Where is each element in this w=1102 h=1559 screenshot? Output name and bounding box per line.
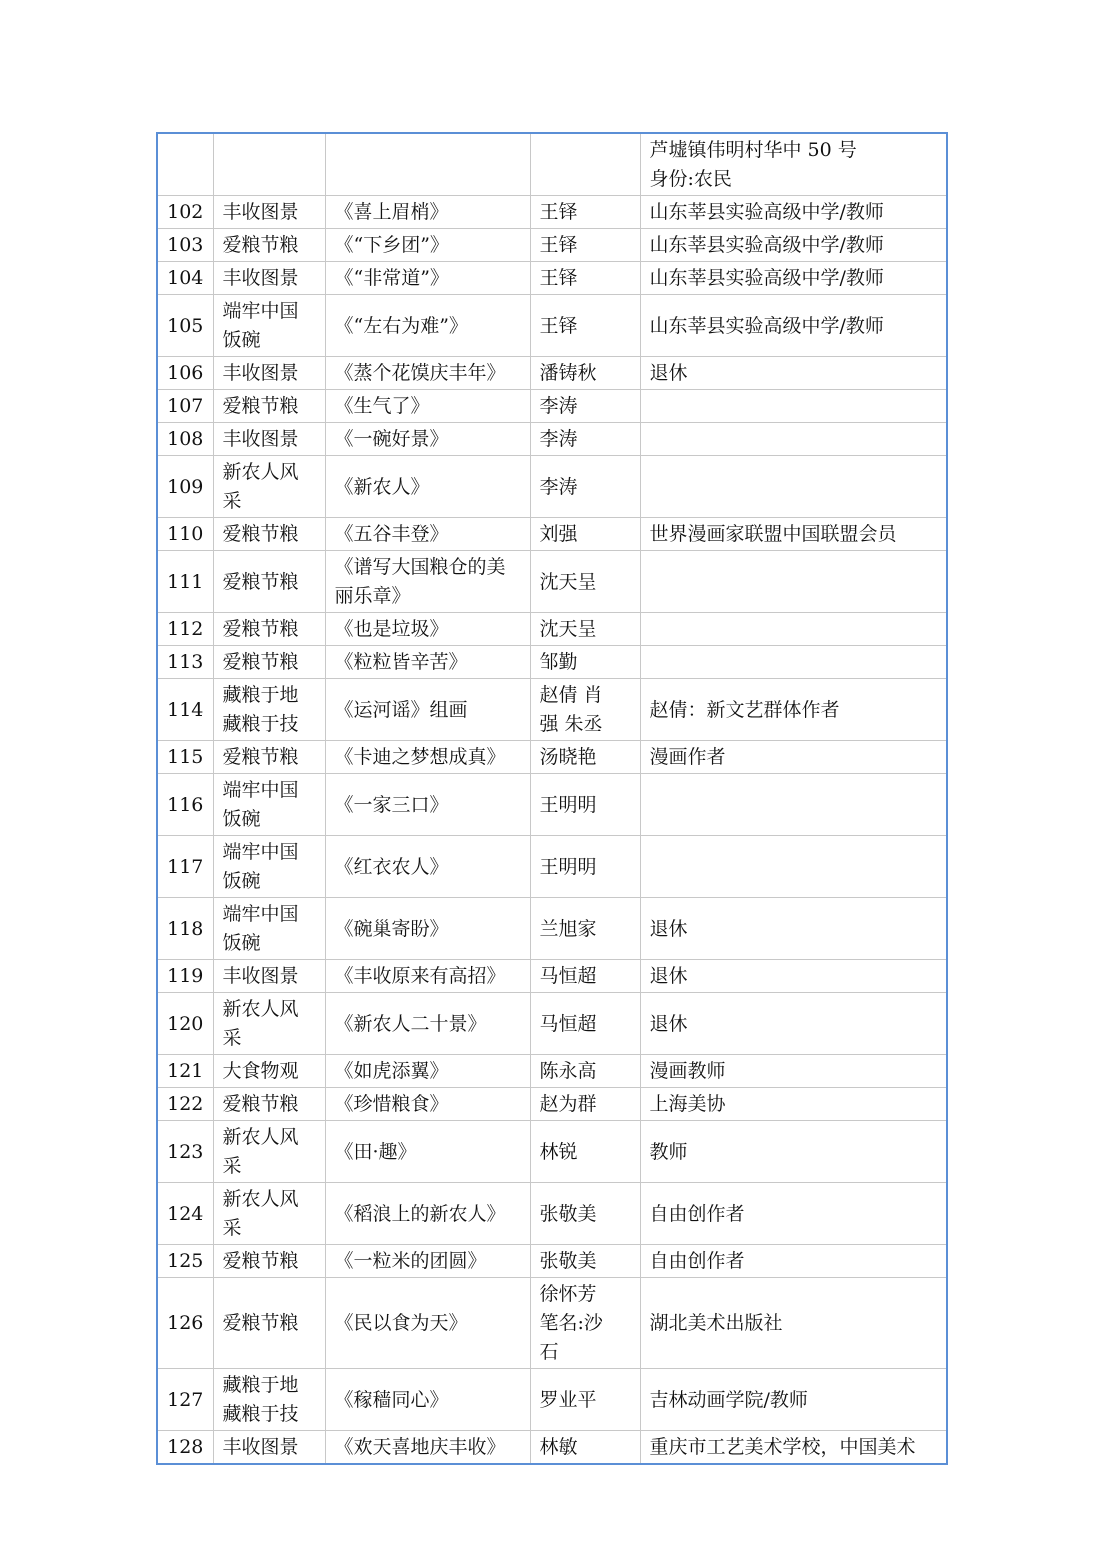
entry-author: 张敬美 [530, 1183, 640, 1245]
entry-title: 《民以食为天》 [325, 1278, 530, 1369]
entry-category: 爱粮节粮 [213, 390, 325, 423]
entry-category: 爱粮节粮 [213, 613, 325, 646]
entry-title: 《新农人》 [325, 456, 530, 518]
entry-author: 李涛 [530, 456, 640, 518]
entry-category: 藏粮于地 藏粮于技 [213, 1369, 325, 1431]
entry-author: 张敬美 [530, 1245, 640, 1278]
entry-category [213, 133, 325, 196]
entry-number: 113 [157, 646, 213, 679]
entry-author: 沈天呈 [530, 551, 640, 613]
entry-note [640, 423, 947, 456]
entry-note: 赵倩：新文艺群体作者 [640, 679, 947, 741]
entry-title: 《喜上眉梢》 [325, 196, 530, 229]
entry-note: 退休 [640, 993, 947, 1055]
table-row [157, 679, 947, 741]
entry-author: 王铎 [530, 295, 640, 357]
entry-title: 《谱写大国粮仓的美 丽乐章》 [325, 551, 530, 613]
entry-category: 丰收图景 [213, 262, 325, 295]
entry-number: 121 [157, 1055, 213, 1088]
entry-author: 赵为群 [530, 1088, 640, 1121]
entry-author: 邹勤 [530, 646, 640, 679]
entry-note: 山东莘县实验高级中学/教师 [640, 196, 947, 229]
entry-category: 新农人风 采 [213, 1183, 325, 1245]
entry-category: 端牢中国 饭碗 [213, 295, 325, 357]
table-row [157, 960, 947, 993]
table-row [157, 1055, 947, 1088]
entry-category: 爱粮节粮 [213, 1278, 325, 1369]
table-row [157, 196, 947, 229]
entry-number: 124 [157, 1183, 213, 1245]
entry-title: 《运河谣》组画 [325, 679, 530, 741]
entry-number: 102 [157, 196, 213, 229]
entry-author: 兰旭家 [530, 898, 640, 960]
entry-category: 丰收图景 [213, 1431, 325, 1465]
entry-category: 端牢中国 饭碗 [213, 774, 325, 836]
entry-author: 陈永高 [530, 1055, 640, 1088]
table-row [157, 229, 947, 262]
entries-table-grid [156, 132, 948, 1465]
entry-author: 潘铸秋 [530, 357, 640, 390]
entry-number: 112 [157, 613, 213, 646]
entry-author: 王铎 [530, 229, 640, 262]
entry-note [640, 774, 947, 836]
entry-title: 《珍惜粮食》 [325, 1088, 530, 1121]
entry-note: 自由创作者 [640, 1245, 947, 1278]
table-row [157, 741, 947, 774]
entry-note: 湖北美术出版社 [640, 1278, 947, 1369]
entry-note: 上海美协 [640, 1088, 947, 1121]
entry-note [640, 613, 947, 646]
entry-note: 教师 [640, 1121, 947, 1183]
entry-number: 126 [157, 1278, 213, 1369]
entry-category: 丰收图景 [213, 357, 325, 390]
entry-category: 爱粮节粮 [213, 1088, 325, 1121]
entry-title: 《生气了》 [325, 390, 530, 423]
entry-number: 122 [157, 1088, 213, 1121]
entry-number: 117 [157, 836, 213, 898]
entry-category: 大食物观 [213, 1055, 325, 1088]
entry-title: 《稻浪上的新农人》 [325, 1183, 530, 1245]
entries-table [156, 132, 946, 1465]
table-row [157, 295, 947, 357]
table-row [157, 774, 947, 836]
entry-author: 汤晓艳 [530, 741, 640, 774]
entry-title: 《新农人二十景》 [325, 993, 530, 1055]
entry-title: 《“左右为难”》 [325, 295, 530, 357]
entry-note: 自由创作者 [640, 1183, 947, 1245]
entry-number: 107 [157, 390, 213, 423]
entry-author: 王明明 [530, 774, 640, 836]
entry-title: 《也是垃圾》 [325, 613, 530, 646]
entry-number [157, 133, 213, 196]
entry-number: 128 [157, 1431, 213, 1465]
entry-category: 端牢中国 饭碗 [213, 836, 325, 898]
table-row [157, 1369, 947, 1431]
entry-author: 王铎 [530, 196, 640, 229]
entry-note: 芦墟镇伟明村华中 50 号 身份:农民 [640, 133, 947, 196]
entry-title: 《欢天喜地庆丰收》 [325, 1431, 530, 1465]
entry-number: 110 [157, 518, 213, 551]
entry-number: 114 [157, 679, 213, 741]
table-row [157, 357, 947, 390]
table-row [157, 1183, 947, 1245]
table-row [157, 262, 947, 295]
entry-category: 藏粮于地 藏粮于技 [213, 679, 325, 741]
entry-note [640, 551, 947, 613]
entry-note: 重庆市工艺美术学校，中国美术 [640, 1431, 947, 1465]
entry-number: 109 [157, 456, 213, 518]
entry-author: 马恒超 [530, 960, 640, 993]
entry-note [640, 456, 947, 518]
table-row [157, 1245, 947, 1278]
entry-author: 赵倩 肖 强 朱丞 [530, 679, 640, 741]
entry-number: 108 [157, 423, 213, 456]
entry-note: 退休 [640, 357, 947, 390]
entry-number: 125 [157, 1245, 213, 1278]
table-row [157, 1121, 947, 1183]
entry-title: 《一碗好景》 [325, 423, 530, 456]
entry-note: 吉林动画学院/教师 [640, 1369, 947, 1431]
table-row [157, 133, 947, 196]
entry-author: 沈天呈 [530, 613, 640, 646]
entry-title: 《一家三口》 [325, 774, 530, 836]
table-row [157, 390, 947, 423]
entry-category: 新农人风 采 [213, 1121, 325, 1183]
entry-category: 爱粮节粮 [213, 1245, 325, 1278]
entry-author: 林敏 [530, 1431, 640, 1465]
entry-author: 马恒超 [530, 993, 640, 1055]
entry-title: 《稼穑同心》 [325, 1369, 530, 1431]
entry-note: 退休 [640, 960, 947, 993]
table-row [157, 1278, 947, 1369]
entry-note [640, 646, 947, 679]
entry-note: 漫画作者 [640, 741, 947, 774]
entry-author: 王明明 [530, 836, 640, 898]
entry-category: 新农人风 采 [213, 993, 325, 1055]
entry-category: 丰收图景 [213, 960, 325, 993]
table-row [157, 423, 947, 456]
entry-number: 106 [157, 357, 213, 390]
entry-author: 罗业平 [530, 1369, 640, 1431]
entry-author: 刘强 [530, 518, 640, 551]
table-row [157, 993, 947, 1055]
entry-title: 《卡迪之梦想成真》 [325, 741, 530, 774]
entry-note: 漫画教师 [640, 1055, 947, 1088]
entry-category: 爱粮节粮 [213, 551, 325, 613]
entry-number: 123 [157, 1121, 213, 1183]
entry-author [530, 133, 640, 196]
entry-note: 山东莘县实验高级中学/教师 [640, 229, 947, 262]
entry-number: 119 [157, 960, 213, 993]
entry-author: 徐怀芳 笔名:沙 石 [530, 1278, 640, 1369]
entry-note: 山东莘县实验高级中学/教师 [640, 295, 947, 357]
entry-title: 《粒粒皆辛苦》 [325, 646, 530, 679]
table-row [157, 613, 947, 646]
table-row [157, 836, 947, 898]
entry-category: 爱粮节粮 [213, 741, 325, 774]
entry-note [640, 836, 947, 898]
entry-note: 退休 [640, 898, 947, 960]
table-row [157, 518, 947, 551]
entry-category: 端牢中国 饭碗 [213, 898, 325, 960]
table-row [157, 1088, 947, 1121]
entry-number: 116 [157, 774, 213, 836]
entry-author: 李涛 [530, 390, 640, 423]
entry-category: 丰收图景 [213, 196, 325, 229]
entry-number: 120 [157, 993, 213, 1055]
entry-title: 《丰收原来有高招》 [325, 960, 530, 993]
entry-title: 《碗巢寄盼》 [325, 898, 530, 960]
table-row [157, 646, 947, 679]
entry-title: 《五谷丰登》 [325, 518, 530, 551]
entry-author: 王铎 [530, 262, 640, 295]
entry-number: 111 [157, 551, 213, 613]
entry-note: 世界漫画家联盟中国联盟会员 [640, 518, 947, 551]
entry-number: 127 [157, 1369, 213, 1431]
entry-category: 新农人风 采 [213, 456, 325, 518]
table-row [157, 456, 947, 518]
entry-category: 爱粮节粮 [213, 229, 325, 262]
entry-category: 爱粮节粮 [213, 646, 325, 679]
entry-category: 爱粮节粮 [213, 518, 325, 551]
entry-note [640, 390, 947, 423]
table-row [157, 1431, 947, 1465]
entry-title: 《红衣农人》 [325, 836, 530, 898]
entry-title: 《“下乡团”》 [325, 229, 530, 262]
entry-title: 《一粒米的团圆》 [325, 1245, 530, 1278]
entry-category: 丰收图景 [213, 423, 325, 456]
entry-title: 《“非常道”》 [325, 262, 530, 295]
table-row [157, 551, 947, 613]
entry-number: 104 [157, 262, 213, 295]
entry-number: 103 [157, 229, 213, 262]
entry-number: 105 [157, 295, 213, 357]
entry-number: 118 [157, 898, 213, 960]
entry-title: 《蒸个花馍庆丰年》 [325, 357, 530, 390]
entry-author: 李涛 [530, 423, 640, 456]
entry-note: 山东莘县实验高级中学/教师 [640, 262, 947, 295]
entry-author: 林锐 [530, 1121, 640, 1183]
table-row [157, 898, 947, 960]
entry-title [325, 133, 530, 196]
entry-title: 《如虎添翼》 [325, 1055, 530, 1088]
entry-title: 《田·趣》 [325, 1121, 530, 1183]
entry-number: 115 [157, 741, 213, 774]
